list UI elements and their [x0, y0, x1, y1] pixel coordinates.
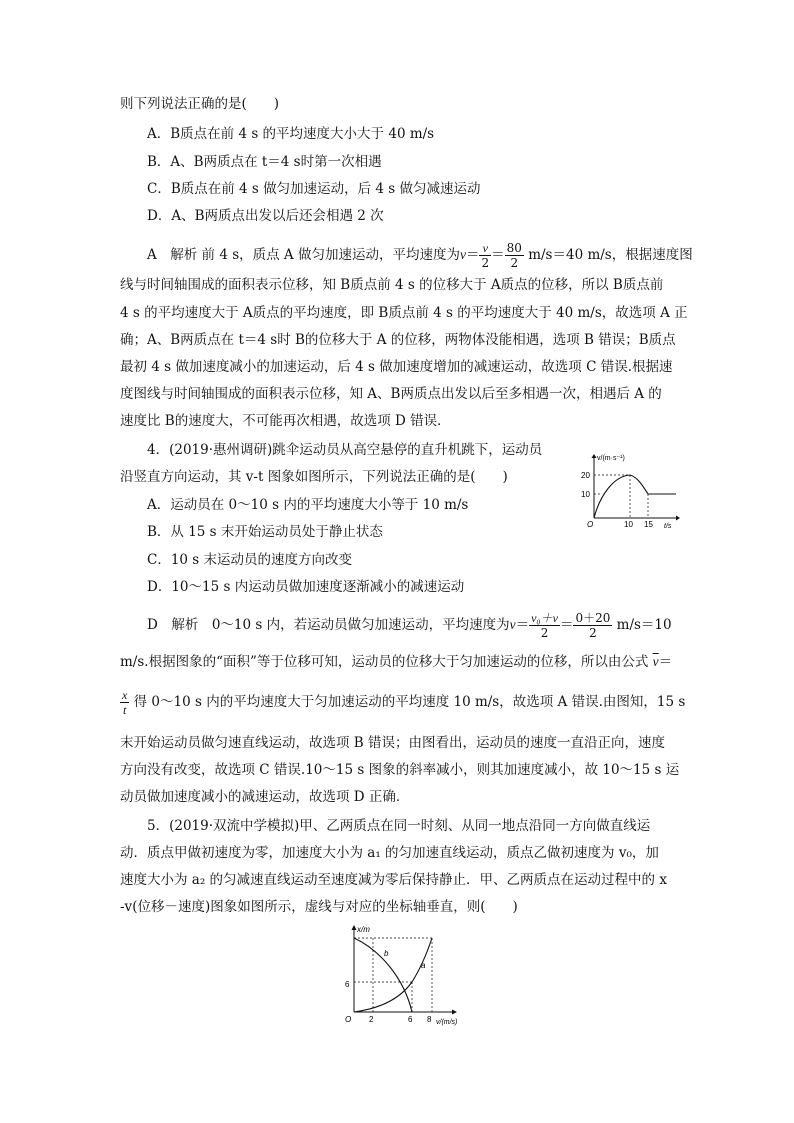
q5-xtick-2: 2	[369, 1015, 374, 1024]
q3-option-b: B．A、B两质点在 t＝4 s时第一次相遇	[147, 154, 382, 170]
q5-y-label: x/m	[357, 925, 370, 934]
q4-fraction-1: $\frac{\text{v₀＋v}}{2}$	[531, 611, 558, 640]
q5-stem-line-1: 5．(2019·双流中学模拟)甲、乙两质点在同一时刻、从同一地点沿同一方向做直线运	[147, 818, 651, 834]
q3-option-c: C．B质点在前 4 s 做匀加速运动，后 4 s 做匀减速运动	[147, 181, 481, 197]
q3-fraction-1: $\frac{v}{2}$	[481, 241, 490, 270]
q5-label-b: b	[384, 949, 389, 958]
q3-analysis-line-2: 4 s 的平均速度大于 A质点的平均速度，即 B质点前 4 s 的平均速度大于 40 m/s，故选项 A 正	[120, 305, 688, 321]
q4-analysis-line-2: m/s.根据图象的“面积”等于位移可知，运动员的位移大于匀加速运动的位移，所以由公式 $\overline{v}=$	[120, 654, 673, 670]
q4-stem-line-1: 4．(2019·惠州调研)跳伞运动员从高空悬停的直升机跳下，运动员	[147, 442, 543, 458]
q5-stem-line-4: -v(位移－速度)图象如图所示，虚线与对应的坐标轴垂直，则( )	[120, 899, 518, 915]
q5-x-label: v/(m/s)	[436, 1019, 458, 1026]
q4-analysis-result: m/s＝10	[616, 617, 672, 633]
q4-option-c: C．10 s 末运动员的速度方向改变	[147, 552, 353, 568]
q5-stem-line-3: 速度大小为 a₂ 的匀减速直线运动至速度减为零后保持静止．甲、乙两质点在运动过程中的 x	[120, 872, 667, 888]
q4-xtick-15: 15	[644, 520, 653, 529]
q4-stem-line-2: 沿竖直方向运动，其 v-t 图象如图所示，下列说法正确的是( )	[120, 469, 508, 485]
q4-analysis-lead: D 解析 0～10 s 内，若运动员做匀加速运动，平均速度为	[147, 617, 510, 633]
q5-xtick-8: 8	[427, 1015, 432, 1024]
q3-analysis-line-5: 度图线与时间轴围成的面积表示位移，知 A、B两质点出发以后至多相遇一次，相遇后 A 的	[120, 386, 662, 402]
q5-origin: O	[345, 1015, 352, 1024]
q5-stem-line-2: 动．质点甲做初速度为零，加速度大小为 a₁ 的匀加速直线运动，质点乙做初速度为 v₀，加	[120, 845, 659, 861]
q4-avg-v-symbol: $\overline{v}$	[652, 654, 659, 669]
q3-analysis-lead: A 解析 前 4 s，质点 A 做匀加速运动，平均速度为	[147, 247, 460, 263]
q5-ytick-6: 6	[345, 980, 350, 989]
q4-x-label: t/s	[664, 523, 672, 530]
q5-x-arrow	[452, 1010, 457, 1015]
q3-avg-v: v	[459, 247, 466, 262]
q3-analysis-result: m/s＝40 m/s，根据速度图	[528, 247, 693, 263]
q4-analysis-first-line: D 解析 0～10 s 内，若运动员做匀加速运动，平均速度为v＝ $\frac{\text{v₀＋v}}{2}$ ＝ $\frac{0+20}{2}$ m/s＝10	[147, 611, 672, 640]
q5-label-a: a	[421, 961, 426, 970]
q4-ytick-20: 20	[581, 471, 590, 480]
q4-ytick-10: 10	[581, 490, 590, 499]
q4-x-arrow	[676, 516, 680, 521]
q3-analysis-first-line: A 解析 前 4 s，质点 A 做匀加速运动，平均速度为v＝ $\frac{v}{2}$ ＝ $\frac{80}{2}$ m/s＝40 m/s，根据速度图	[147, 241, 693, 270]
q3-stem-tail: 则下列说法正确的是( )	[120, 96, 280, 112]
q4-vt-curve	[594, 475, 676, 518]
q3-analysis-line-4: 最初 4 s 做加速度减小的加速运动，后 4 s 做加速度增加的减速运动，故选项 C 错误.根据速	[120, 359, 673, 375]
q4-fraction-2: $\frac{0+20}{2}$	[575, 611, 611, 640]
q3-analysis-line-6: 速度比 B的速度大，不可能再次相遇，故选项 D 错误．	[120, 413, 451, 429]
q5-curve-b	[354, 938, 412, 1012]
q5-xv-chart	[340, 920, 480, 1028]
q4-xtick-10: 10	[624, 520, 633, 529]
q4-analysis-line-3: $\frac{x}{t}$ 得 0～10 s 内的平均速度大于匀加速运动的平均速度 10 m/s，故选项 A 错误.由图知，15 s	[122, 688, 686, 717]
q4-analysis-line-4: 末开始运动员做匀速直线运动，故选项 B 错误；由图看出，运动员的速度一直沿正向，速度	[120, 735, 666, 751]
q3-fraction-2: $\frac{80}{2}$	[506, 241, 522, 270]
q4-y-label: v/(m·s⁻¹)	[597, 455, 625, 462]
q3-analysis-line-3: 确；A、B两质点在 t＝4 s时 B的位移大于 A 的位移，两物体没能相遇，选项 B 错误；B质点	[120, 332, 676, 348]
q4-vt-chart	[580, 450, 680, 530]
q4-origin: O	[587, 520, 594, 529]
q4-option-a: A．运动员在 0～10 s 内的平均速度大小等于 10 m/s	[147, 497, 469, 513]
q3-analysis-line-1: 线与时间轴围成的面积表示位移，知 B质点前 4 s 的位移大于 A质点的位移，所以 B质点前	[120, 277, 664, 293]
q4-analysis-line-6: 动员做加速度减小的减速运动，故选项 D 正确．	[120, 789, 410, 805]
q4-option-b: B．从 15 s 末开始运动员处于静止状态	[147, 524, 383, 540]
q5-xtick-6: 6	[408, 1015, 413, 1024]
q5-curve-a	[354, 938, 432, 1012]
q3-option-a: A．B质点在前 4 s 的平均速度大小大于 40 m/s	[147, 126, 435, 142]
q4-option-d: D．10～15 s 内运动员做加速度逐渐减小的减速运动	[147, 579, 465, 595]
q5-y-arrow	[352, 925, 357, 930]
q4-y-arrow	[592, 454, 597, 458]
q4-analysis-line-5: 方向没有改变，故选项 C 错误.10～15 s 图象的斜率减小，则其加速度减小，故 10～15 s 运	[120, 762, 680, 778]
q4-fraction-x-t: $\frac{x}{t}$	[122, 688, 128, 717]
q3-option-d: D．A、B两质点出发以后还会相遇 2 次	[147, 208, 384, 224]
